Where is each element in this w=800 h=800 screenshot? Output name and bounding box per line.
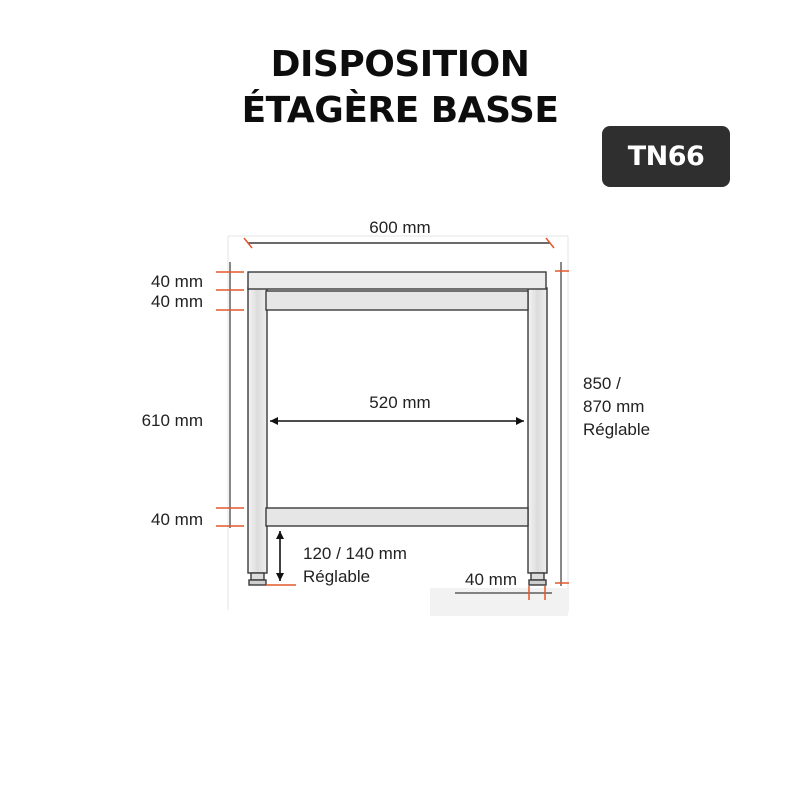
- width-dimension: [244, 218, 554, 248]
- total-height-label-1: 850 /: [583, 374, 621, 393]
- inner-width-label: 520 mm: [369, 393, 431, 412]
- inner-width-dimension: [270, 393, 524, 421]
- left-foot: [251, 573, 264, 580]
- title-line-2: ÉTAGÈRE BASSE: [241, 90, 559, 131]
- total-height-label-2: 870 mm: [583, 397, 645, 416]
- lower-shelf: [266, 508, 528, 526]
- width-label: 600 mm: [369, 218, 431, 237]
- shelf-height-label-2: Réglable: [303, 567, 371, 586]
- shelf-height-label-1: 120 / 140 mm: [303, 544, 407, 563]
- title-line-1: DISPOSITION: [270, 44, 530, 85]
- left-leg: [248, 288, 267, 573]
- clear-height-label: 610 mm: [141, 411, 203, 430]
- total-height-dimension: [555, 262, 650, 586]
- top-thickness-label: 40 mm: [151, 272, 203, 291]
- top-rail: [266, 291, 528, 310]
- tabletop: [248, 272, 546, 289]
- right-leg: [528, 288, 547, 573]
- left-dimension-chain: [142, 262, 244, 529]
- right-foot: [531, 573, 544, 580]
- table-frame: [248, 272, 547, 585]
- shelf-thickness-label: 40 mm: [151, 510, 203, 529]
- total-height-label-3: Réglable: [583, 420, 651, 439]
- leg-width-label: 40 mm: [465, 570, 517, 589]
- frame-rail-label: 40 mm: [151, 292, 203, 311]
- shelf-height-dimension: [266, 531, 407, 586]
- model-badge: TN66: [602, 126, 730, 187]
